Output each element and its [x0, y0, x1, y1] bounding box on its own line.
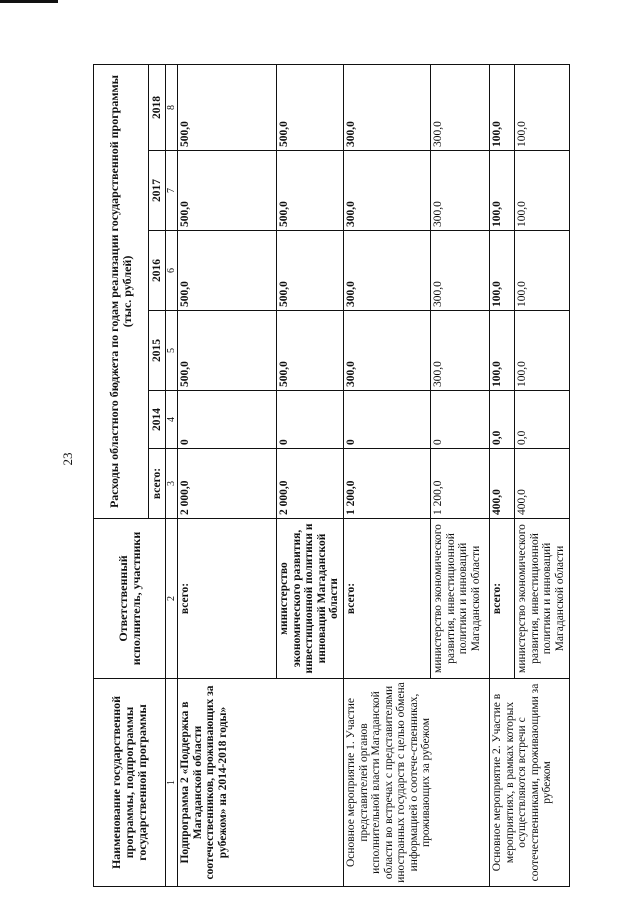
- value-2016: 300,0: [344, 231, 431, 311]
- value-total: 2 000,0: [178, 449, 277, 519]
- header-year-2014: 2014: [149, 391, 166, 449]
- header-budget: Расходы областного бюджета по годам реализации государственной программы (тыс. рублей): [94, 64, 149, 518]
- value-2015: 300,0: [344, 311, 431, 391]
- page-number: 23: [60, 452, 75, 466]
- budget-table-area: [93, 65, 581, 887]
- column-index: 1: [166, 679, 178, 887]
- value-2017: 100,0: [490, 151, 515, 231]
- value-2016: 100,0: [515, 231, 570, 311]
- column-index: 2: [166, 519, 178, 679]
- header-total: всего:: [149, 449, 166, 519]
- header-program-name: Наименование государственной программы, подпрограммы государственной программы: [94, 679, 166, 887]
- value-2018: 100,0: [515, 64, 570, 150]
- row-label: министерство экономического развития, инвестиционной политики и инноваций Магаданской области: [431, 519, 490, 679]
- top-margin-bar: [0, 0, 58, 3]
- value-2016: 500,0: [178, 231, 277, 311]
- column-index: 8: [166, 64, 178, 150]
- value-2017: 300,0: [344, 151, 431, 231]
- value-2015: 100,0: [490, 311, 515, 391]
- value-total: 400,0: [490, 449, 515, 519]
- value-2015: 300,0: [431, 311, 490, 391]
- value-2015: 500,0: [277, 311, 344, 391]
- column-index: 3: [166, 449, 178, 519]
- header-year-2016: 2016: [149, 231, 166, 311]
- measure1-name: Основное мероприятие 1. Участие представителей органов исполнительной власти Магаданской области во встречах с представителями иностранных государств с целью обмена информацией о соотече-ственниках, проживающих за рубежом: [344, 679, 490, 887]
- value-2016: 500,0: [277, 231, 344, 311]
- value-2017: 300,0: [431, 151, 490, 231]
- value-total: 1 200,0: [431, 449, 490, 519]
- row-label: министерство экономического развития, инвестиционной политики и инноваций Магаданской области: [277, 519, 344, 679]
- value-2018: 500,0: [277, 64, 344, 150]
- column-index: 5: [166, 311, 178, 391]
- table-row: [178, 64, 277, 886]
- row-label: всего:: [490, 519, 515, 679]
- value-2014: 0: [431, 391, 490, 449]
- value-total: 1 200,0: [344, 449, 431, 519]
- value-2016: 100,0: [490, 231, 515, 311]
- value-2015: 500,0: [178, 311, 277, 391]
- value-2014: 0,0: [515, 391, 570, 449]
- value-2017: 500,0: [178, 151, 277, 231]
- value-2018: 100,0: [490, 64, 515, 150]
- measure2-name: Основное мероприятие 2. Участие в мероприятиях, в рамках которых осуществляются встречи с соотечественниками, проживающими за рубежом: [490, 679, 570, 887]
- value-2014: 0: [277, 391, 344, 449]
- value-2014: 0,0: [490, 391, 515, 449]
- subprogram-name: Подпрограмма 2 «Поддержка в Магаданской области соотечественников, проживающих за рубежом» на 2014-2018 годы»: [178, 679, 344, 887]
- header-year-2018: 2018: [149, 64, 166, 150]
- row-label: всего:: [178, 519, 277, 679]
- value-2016: 300,0: [431, 231, 490, 311]
- column-index: 7: [166, 151, 178, 231]
- rotated-table-container: [93, 65, 581, 887]
- value-2015: 100,0: [515, 311, 570, 391]
- header-year-2015: 2015: [149, 311, 166, 391]
- value-2017: 100,0: [515, 151, 570, 231]
- value-total: 400,0: [515, 449, 570, 519]
- value-2018: 300,0: [431, 64, 490, 150]
- budget-table: [93, 64, 570, 887]
- column-index: 6: [166, 231, 178, 311]
- value-2014: 0: [178, 391, 277, 449]
- header-year-2017: 2017: [149, 151, 166, 231]
- value-2014: 0: [344, 391, 431, 449]
- row-label: всего:: [344, 519, 431, 679]
- table-row: [490, 64, 515, 886]
- header-executor: Ответственный исполнитель, участники: [94, 519, 166, 679]
- value-2018: 500,0: [178, 64, 277, 150]
- column-index: 4: [166, 391, 178, 449]
- value-2018: 300,0: [344, 64, 431, 150]
- value-2017: 500,0: [277, 151, 344, 231]
- value-total: 2 000,0: [277, 449, 344, 519]
- row-label: министерство экономического развития, инвестиционной политики и инноваций Магаданской области: [515, 519, 570, 679]
- table-row: [344, 64, 431, 886]
